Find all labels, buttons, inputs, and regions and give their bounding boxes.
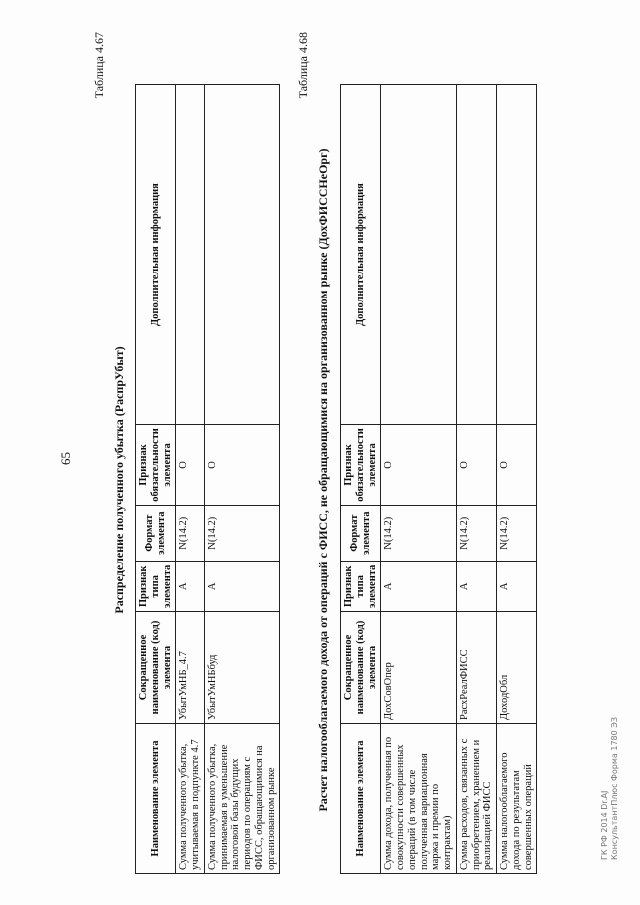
table-cell: ДохСовОпер <box>381 612 457 724</box>
table-cell: О <box>456 425 496 506</box>
table1-header-row <box>136 85 176 874</box>
table-cell: N(14.2) <box>204 505 280 561</box>
table-row <box>497 85 537 874</box>
table2-header-cell: Формат элемента <box>341 505 381 561</box>
page-number: 65 <box>58 452 73 465</box>
table-cell: Сумма расходов, связанных с приобретением, хранением и реализацией ФИСС <box>456 724 496 874</box>
table2-caption: Таблица 4.68 <box>296 32 310 99</box>
table-cell: УбытУмНБ_4.7 <box>176 612 205 724</box>
table-cell: N(14.2) <box>381 505 457 561</box>
table-cell <box>176 85 205 425</box>
table2 <box>340 84 537 874</box>
table2-header-cell: Наименование элемента <box>341 724 381 874</box>
table-cell: Сумма налогооблагаемого дохода по результатам совершенных операций <box>497 724 537 874</box>
margin-stamp <box>600 717 619 860</box>
table2-title: Расчет налогооблагаемого дохода от операций с ФИСС, не обращающимися на организованном рынке (ДохФИССНеОрг) <box>316 148 330 812</box>
table-cell <box>497 85 537 425</box>
table1-title: Распределение полученного убытка (РаспрУбыт) <box>112 346 126 614</box>
table-cell: О <box>381 425 457 506</box>
table-row <box>204 85 280 874</box>
table-cell: О <box>204 425 280 506</box>
table-cell <box>204 85 280 425</box>
table-cell: О <box>176 425 205 506</box>
margin-stamp-line: КонсультантПлюс Форма 1780 ЭЗ <box>609 717 619 860</box>
table-cell: А <box>456 561 496 611</box>
table-cell: N(14.2) <box>456 505 496 561</box>
table-cell: А <box>381 561 457 611</box>
table-cell: Сумма дохода, полученная по совокупности совершенных операций (в том числе полученная вариационная маржа и премии по контрактам) <box>381 724 457 874</box>
table2-header-row <box>341 85 381 874</box>
table1 <box>135 84 280 874</box>
table-cell <box>456 85 496 425</box>
table-cell: Сумма полученного убытка, учитываемая в подпункте 4.7 <box>176 724 205 874</box>
table1-header-cell: Сокращенное наименование (код) элемента <box>136 612 176 724</box>
table2-header-cell: Признак обязательности элемента <box>341 425 381 506</box>
table-cell: А <box>176 561 205 611</box>
table-row <box>381 85 457 874</box>
table-cell: А <box>497 561 537 611</box>
table-cell <box>381 85 457 425</box>
table-cell: О <box>497 425 537 506</box>
table1-header-cell: Наименование элемента <box>136 724 176 874</box>
table1-header-cell: Признак типа элемента <box>136 561 176 611</box>
table2-header-cell: Сокращенное наименование (код) элемента <box>341 612 381 724</box>
table2-header-cell: Дополнительная информация <box>341 85 381 425</box>
table-row <box>176 85 205 874</box>
table-cell: РасхРеалФИСС <box>456 612 496 724</box>
table-cell: УбытУмНБбуд <box>204 612 280 724</box>
table-cell: Сумма полученного убытка, принимаемая в уменьшение налоговой базы будущих периодов по операциям с ФИСС, обращающимися на организованном рынке <box>204 724 280 874</box>
table1-header-cell: Формат элемента <box>136 505 176 561</box>
table-row <box>456 85 496 874</box>
table2-header-cell: Признак типа элемента <box>341 561 381 611</box>
table1-caption: Таблица 4.67 <box>92 32 106 99</box>
table1-header-cell: Дополнительная информация <box>136 85 176 425</box>
table1-header-cell: Признак обязательности элемента <box>136 425 176 506</box>
table-cell: А <box>204 561 280 611</box>
rotated-content <box>0 20 640 880</box>
table-cell: N(14.2) <box>176 505 205 561</box>
table-cell: N(14.2) <box>497 505 537 561</box>
margin-stamp-line: ГК РФ 2014 Dr.AJ <box>600 790 609 860</box>
table-cell: ДоходОбл <box>497 612 537 724</box>
